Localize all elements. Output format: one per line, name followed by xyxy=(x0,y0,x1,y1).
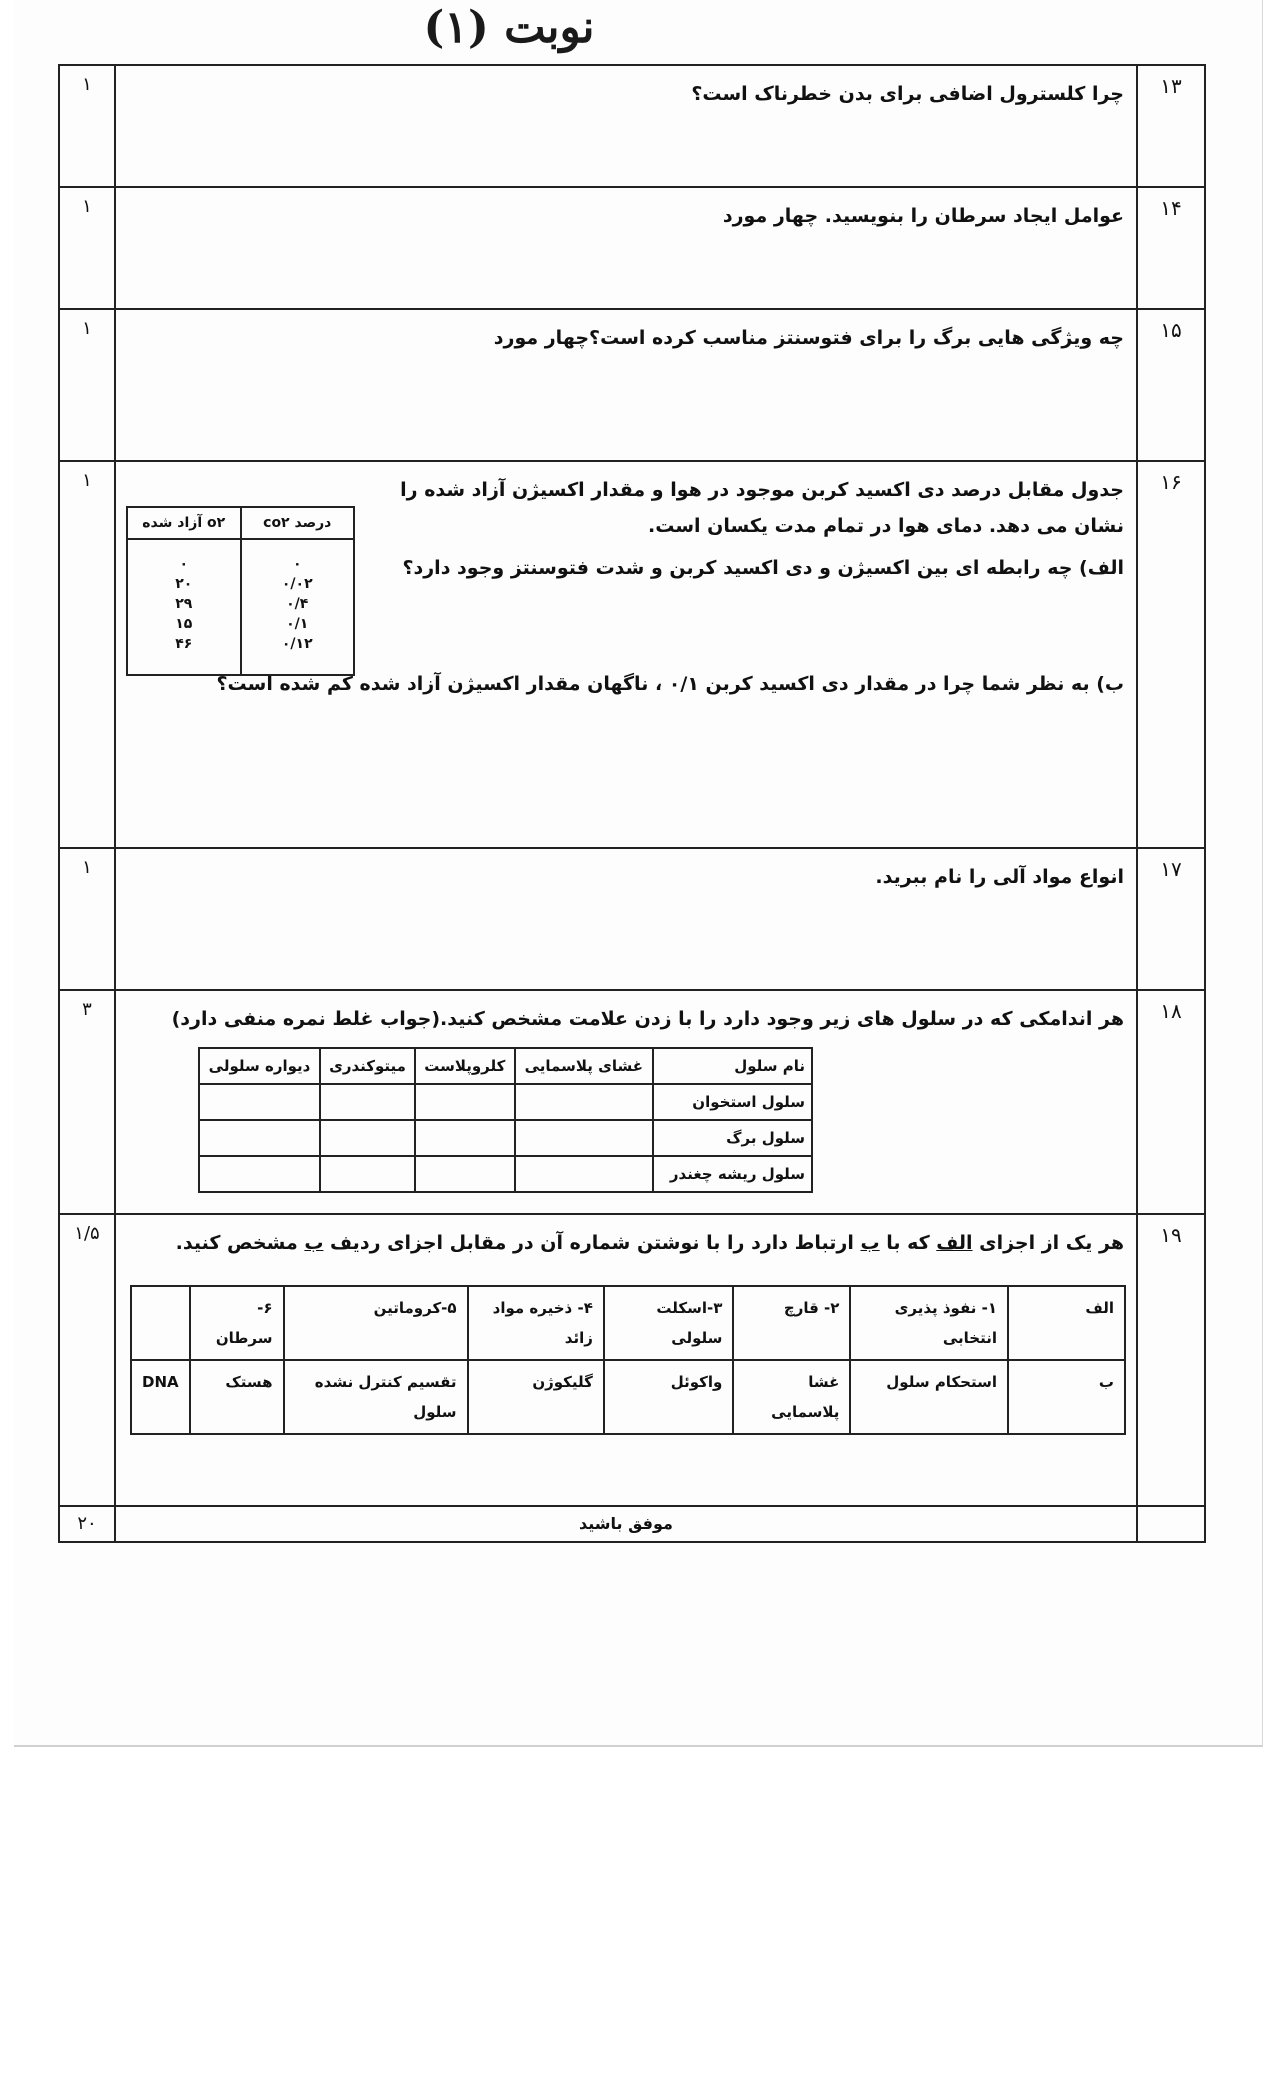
question-content xyxy=(116,991,1136,1213)
question-18-row xyxy=(60,991,1204,1215)
question-15-row xyxy=(60,310,1204,462)
matching-cell: گلیکوژن xyxy=(468,1360,604,1434)
matching-cell: ۵-کروماتین xyxy=(284,1286,468,1360)
answer-cell xyxy=(320,1120,415,1156)
question-score: ۱ xyxy=(60,310,116,460)
table-cell: ۰/۰۲ xyxy=(281,576,313,592)
col-header-o2: o۲ آزاد شده xyxy=(142,515,226,531)
row-label: سلول ریشه چغندر xyxy=(653,1156,812,1192)
question-part-a: الف) چه رابطه ای بین اکسیژن و دی اکسید کربن و شدت فتوسنتز وجود دارد؟ xyxy=(402,557,1124,579)
table-cell: ۰/۱ xyxy=(286,616,309,632)
table-cell: ۰/۱۲ xyxy=(281,636,313,652)
matching-cell: ۴- ذخیره مواد زائد xyxy=(468,1286,604,1360)
question-number: ۱۹ xyxy=(1136,1215,1204,1505)
exam-table xyxy=(58,64,1206,1543)
question-text-alef: الف xyxy=(936,1232,973,1254)
col-header-chloroplast: کلروپلاست xyxy=(415,1048,515,1084)
good-luck-text: موفق باشید xyxy=(579,1514,673,1533)
question-score: ۱ xyxy=(60,462,116,847)
matching-cell: تقسیم کنترل نشده سلول xyxy=(284,1360,468,1434)
row-alef xyxy=(131,1286,1125,1360)
question-19-row xyxy=(60,1215,1204,1507)
question-number: ۱۵ xyxy=(1136,310,1204,460)
col-header-co2: درصد co۲ xyxy=(240,508,354,538)
question-content xyxy=(116,462,1136,847)
question-text: انواع مواد آلی را نام ببرید. xyxy=(875,866,1124,888)
row-label: ب xyxy=(1008,1360,1125,1434)
row-label: سلول برگ xyxy=(653,1120,812,1156)
question-number: ۱۳ xyxy=(1136,66,1204,186)
question-content xyxy=(116,66,1136,186)
question-score: ۱/۵ xyxy=(60,1215,116,1505)
question-14-row xyxy=(60,188,1204,310)
table-cell: ۰ xyxy=(179,556,189,572)
table-row xyxy=(199,1156,812,1192)
matching-cell: هستک xyxy=(190,1360,284,1434)
answer-cell xyxy=(415,1120,515,1156)
matching-cell: ۳-اسکلت سلولی xyxy=(604,1286,734,1360)
question-score: ۱ xyxy=(60,66,116,186)
question-content xyxy=(116,310,1136,460)
question-text-part: هر یک از اجزای xyxy=(972,1232,1124,1254)
matching-table xyxy=(130,1285,1126,1435)
matching-cell: استحکام سلول xyxy=(850,1360,1008,1434)
question-part-b: ب) به نظر شما چرا در مقدار دی اکسید کربن ۰/۱ ، ناگهان مقدار اکسیژن آزاد شده کم شده است؟ xyxy=(216,673,1124,695)
footer-row xyxy=(60,1507,1204,1541)
table-cell: ۲۹ xyxy=(175,596,193,612)
table-header-row xyxy=(199,1048,812,1084)
o2-values xyxy=(128,540,240,674)
matching-cell: غشا پلاسمایی xyxy=(733,1360,850,1434)
answer-cell xyxy=(320,1084,415,1120)
col-header-mitochondria: میتوکندری xyxy=(320,1048,415,1084)
question-text-be-2: ب xyxy=(304,1232,324,1254)
table-row xyxy=(199,1120,812,1156)
matching-cell: DNA xyxy=(131,1360,190,1434)
question-text-part: ارتباط دارد را با نوشتن شماره آن در مقابل اجزای ردیف xyxy=(323,1232,861,1254)
answer-cell xyxy=(199,1120,320,1156)
table-body xyxy=(128,540,353,674)
question-score: ۳ xyxy=(60,991,116,1213)
table-row xyxy=(199,1084,812,1120)
table-cell: ۰ xyxy=(292,556,302,572)
table-header xyxy=(128,508,353,540)
co2-values xyxy=(240,540,354,674)
col-header-cell-name: نام سلول xyxy=(653,1048,812,1084)
footer-content xyxy=(116,1507,1136,1541)
answer-cell xyxy=(415,1084,515,1120)
question-text-part: مشخص کنید. xyxy=(175,1232,305,1254)
table-cell: ۴۶ xyxy=(175,636,193,652)
matching-cell: ۲- قارچ xyxy=(733,1286,850,1360)
table-cell: ۰/۴ xyxy=(286,596,309,612)
table-cell: ۲۰ xyxy=(175,576,193,592)
question-score: ۱ xyxy=(60,188,116,308)
col-header-plasma-membrane: غشای پلاسمایی xyxy=(515,1048,653,1084)
question-text-be: ب xyxy=(860,1232,880,1254)
question-text xyxy=(128,1225,1124,1261)
question-number: ۱۶ xyxy=(1136,462,1204,847)
question-text: چرا کلسترول اضافی برای بدن خطرناک است؟ xyxy=(691,83,1124,105)
matching-cell: ۱- نفوذ پذیری انتخابی xyxy=(850,1286,1008,1360)
co2-oxygen-table xyxy=(126,506,355,676)
question-number: ۱۴ xyxy=(1136,188,1204,308)
footer-empty-cell xyxy=(1136,1507,1204,1541)
answer-cell xyxy=(515,1120,653,1156)
matching-cell: ۶- سرطان xyxy=(190,1286,284,1360)
question-text: عوامل ایجاد سرطان را بنویسید. چهار مورد xyxy=(722,205,1124,227)
question-score: ۱ xyxy=(60,849,116,989)
answer-cell xyxy=(515,1156,653,1192)
question-content xyxy=(116,1215,1136,1505)
question-text: هر اندامکی که در سلول های زیر وجود دارد را با زدن علامت مشخص کنید.(جواب غلط نمره منفی دارد) xyxy=(171,1008,1124,1030)
question-number: ۱۸ xyxy=(1136,991,1204,1213)
exam-sheet xyxy=(14,0,1263,1747)
row-label: الف xyxy=(1008,1286,1125,1360)
answer-cell xyxy=(515,1084,653,1120)
answer-cell xyxy=(199,1084,320,1120)
row-label: سلول استخوان xyxy=(653,1084,812,1120)
question-intro: جدول مقابل درصد دی اکسید کربن موجود در هوا و مقدار اکسیژن آزاد شده را نشان می دهد. دمای هوا در تمام مدت یکسان است. xyxy=(400,479,1124,537)
question-text: چه ویژگی هایی برگ را برای فتوسنتز مناسب کرده است؟چهار مورد xyxy=(493,327,1124,349)
question-text-part: که با xyxy=(879,1232,937,1254)
answer-cell xyxy=(320,1156,415,1192)
question-16-row xyxy=(60,462,1204,849)
question-number: ۱۷ xyxy=(1136,849,1204,989)
question-content xyxy=(116,188,1136,308)
organelle-table xyxy=(198,1047,813,1193)
question-17-row xyxy=(60,849,1204,991)
question-13-row xyxy=(60,66,1204,188)
answer-cell xyxy=(415,1156,515,1192)
col-header-cell-wall: دیواره سلولی xyxy=(199,1048,320,1084)
matching-cell: واکوئل xyxy=(604,1360,734,1434)
row-be xyxy=(131,1360,1125,1434)
exam-round-mark: نوبت (۱) xyxy=(423,2,595,53)
matching-cell xyxy=(131,1286,190,1360)
answer-cell xyxy=(199,1156,320,1192)
table-cell: ۱۵ xyxy=(175,616,193,632)
question-content xyxy=(116,849,1136,989)
total-score: ۲۰ xyxy=(60,1507,116,1541)
